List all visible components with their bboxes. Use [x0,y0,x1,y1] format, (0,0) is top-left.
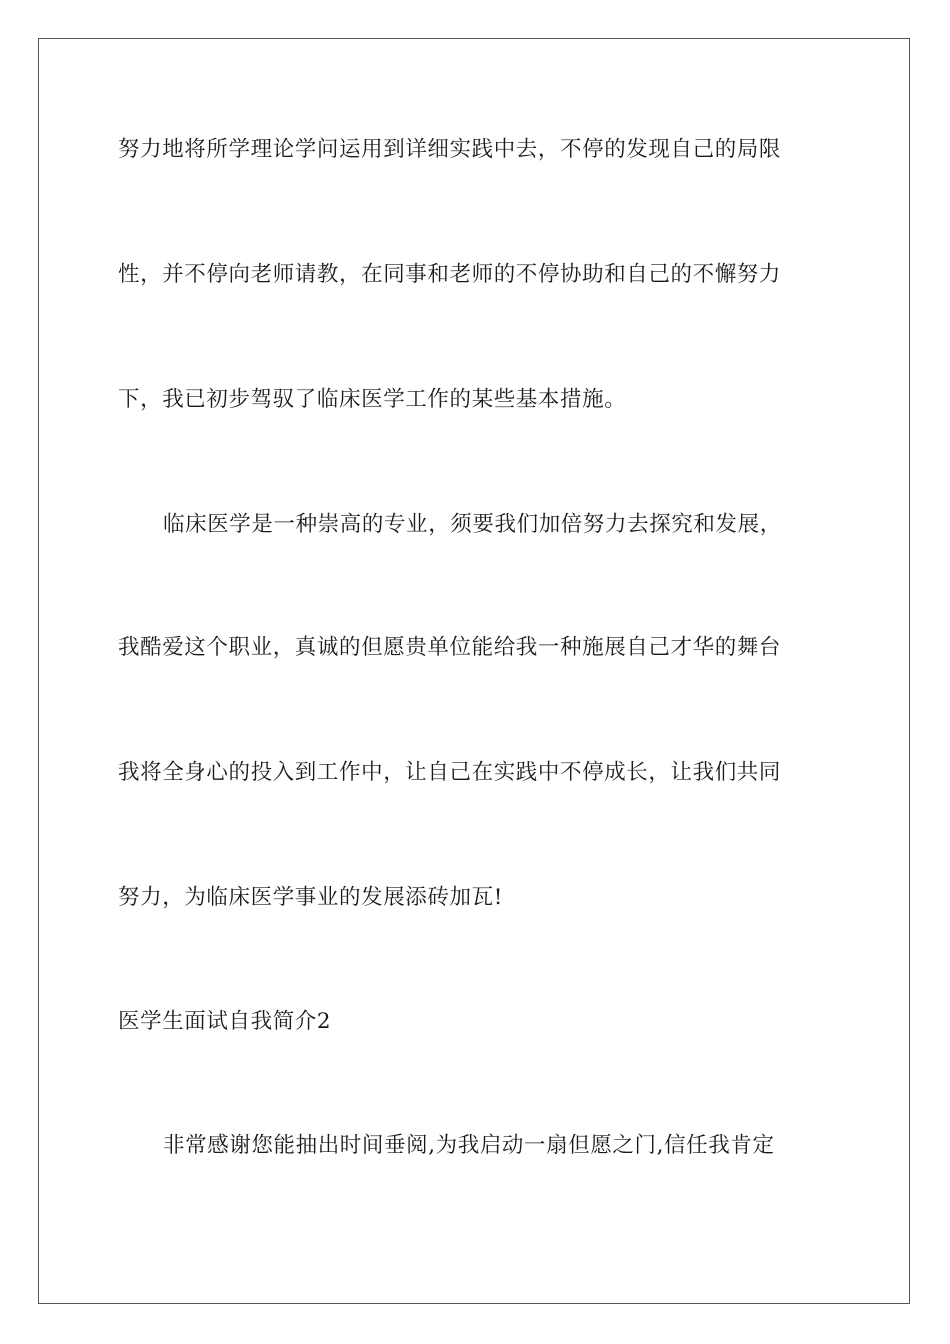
paragraph-line-4: 临床医学是一种崇高的专业，须要我们加倍努力去探究和发展， [163,512,782,537]
paragraph-line-6: 我将全身心的投入到工作中，让自己在实践中不停成长，让我们共同 [118,760,782,785]
paragraph-line-1: 努力地将所学理论学问运用到详细实践中去，不停的发现自己的局限 [118,137,782,162]
page-border [38,38,910,1304]
paragraph-line-5: 我酷爱这个职业，真诚的但愿贵单位能给我一种施展自己才华的舞台 [118,635,782,660]
paragraph-line-2: 性，并不停向老师请教，在同事和老师的不停协助和自己的不懈努力 [118,262,782,287]
paragraph-line-8: 非常感谢您能抽出时间垂阅,为我启动一扇但愿之门,信任我肯定 [163,1133,775,1158]
paragraph-line-3: 下，我已初步驾驭了临床医学工作的某些基本措施。 [118,387,627,412]
section-heading: 医学生面试自我简介2 [118,1009,332,1034]
paragraph-line-7: 努力，为临床医学事业的发展添砖加瓦! [118,885,503,910]
